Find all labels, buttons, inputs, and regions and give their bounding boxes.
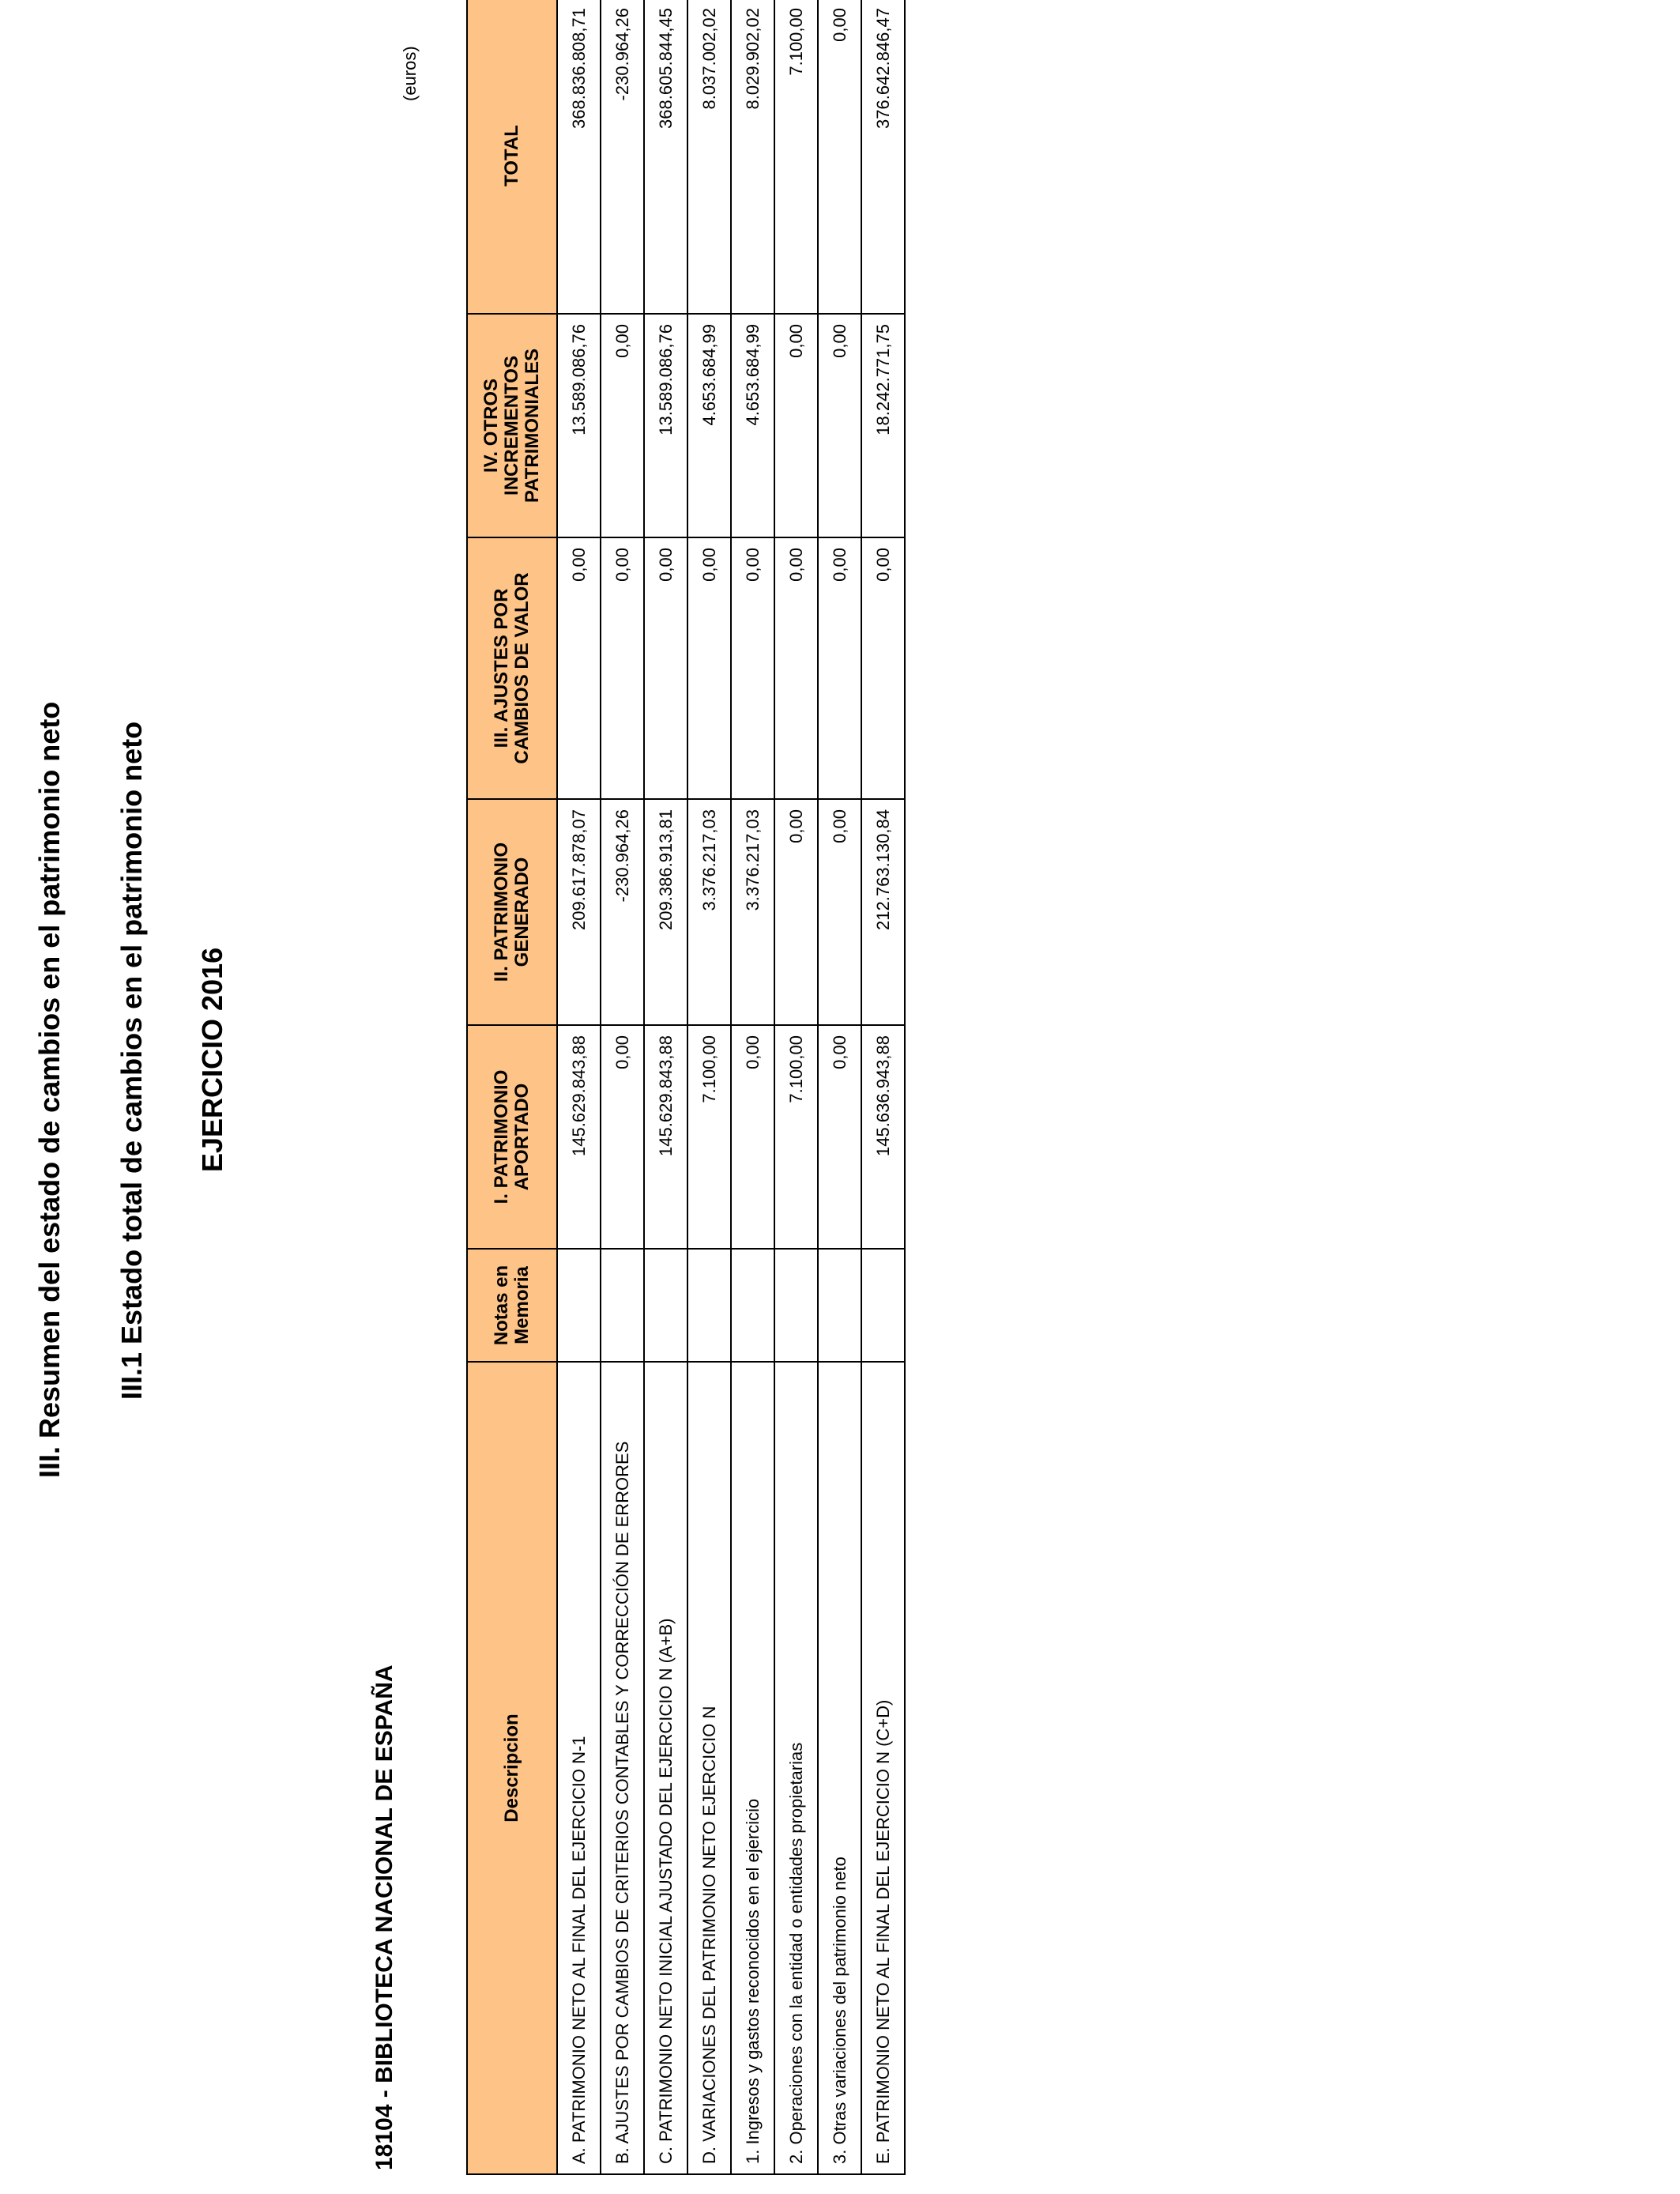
cell-ajustes: 0,00 bbox=[687, 537, 731, 799]
entity-name: 18104 - BIBLIOTECA NACIONAL DE ESPAÑA bbox=[371, 1664, 397, 2170]
cell-total: 0,00 bbox=[818, 0, 861, 314]
cell-ajustes: 0,00 bbox=[861, 537, 905, 799]
section-title: III.1 Estado total de cambios en el patrimonio neto bbox=[115, 721, 148, 1400]
table-row bbox=[644, 0, 687, 2174]
cell-ajustes: 0,00 bbox=[601, 537, 644, 799]
cell-otros: 13.589.086,76 bbox=[644, 314, 687, 537]
cell-generado: 209.617.878,07 bbox=[557, 799, 601, 1025]
cell-descripcion: E. PATRIMONIO NETO AL FINAL DEL EJERCICIO N (C+D) bbox=[861, 1362, 905, 2174]
cell-total: 8.037.002,02 bbox=[687, 0, 731, 314]
cell-generado: 0,00 bbox=[818, 799, 861, 1025]
equity-changes-table bbox=[466, 0, 906, 2175]
cell-notas bbox=[731, 1249, 774, 1362]
table-row bbox=[601, 0, 644, 2174]
cell-descripcion: D. VARIACIONES DEL PATRIMONIO NETO EJERCICIO N bbox=[687, 1362, 731, 2174]
cell-otros: 13.589.086,76 bbox=[557, 314, 601, 537]
cell-notas bbox=[861, 1249, 905, 1362]
cell-generado: 209.386.913,81 bbox=[644, 799, 687, 1025]
cell-aportado: 0,00 bbox=[731, 1025, 774, 1249]
col-header-notas: Notas en Memoria bbox=[467, 1249, 557, 1362]
cell-descripcion: A. PATRIMONIO NETO AL FINAL DEL EJERCICIO N-1 bbox=[557, 1362, 601, 2174]
cell-ajustes: 0,00 bbox=[557, 537, 601, 799]
cell-aportado: 0,00 bbox=[818, 1025, 861, 1249]
cell-total: 376.642.846,47 bbox=[861, 0, 905, 314]
currency-unit-label: (euros) bbox=[400, 46, 420, 101]
cell-notas bbox=[644, 1249, 687, 1362]
table-row bbox=[557, 0, 601, 2174]
col-header-descripcion: Descripcion bbox=[467, 1362, 557, 2174]
cell-otros: 0,00 bbox=[601, 314, 644, 537]
cell-total: 368.605.844,45 bbox=[644, 0, 687, 314]
cell-otros: 4.653.684,99 bbox=[687, 314, 731, 537]
cell-notas bbox=[557, 1249, 601, 1362]
cell-notas bbox=[601, 1249, 644, 1362]
cell-aportado: 145.629.843,88 bbox=[557, 1025, 601, 1249]
cell-aportado: 145.636.943,88 bbox=[861, 1025, 905, 1249]
cell-total: 368.836.808,71 bbox=[557, 0, 601, 314]
cell-total: 8.029.902,02 bbox=[731, 0, 774, 314]
table-row bbox=[818, 0, 861, 2174]
cell-total: 7.100,00 bbox=[774, 0, 818, 314]
cell-aportado: 0,00 bbox=[601, 1025, 644, 1249]
table-body bbox=[557, 0, 905, 2174]
cell-generado: 3.376.217,03 bbox=[731, 799, 774, 1025]
table-row bbox=[861, 0, 905, 2174]
cell-notas bbox=[774, 1249, 818, 1362]
main-title: III. Resumen del estado de cambios en el patrimonio neto bbox=[33, 701, 66, 1478]
table-row bbox=[774, 0, 818, 2174]
col-header-total: TOTAL bbox=[467, 0, 557, 314]
table-row bbox=[731, 0, 774, 2174]
cell-aportado: 7.100,00 bbox=[774, 1025, 818, 1249]
cell-descripcion: 1. Ingresos y gastos reconocidos en el ejercicio bbox=[731, 1362, 774, 2174]
cell-notas bbox=[687, 1249, 731, 1362]
cell-generado: 212.763.130,84 bbox=[861, 799, 905, 1025]
cell-descripcion: 3. Otras variaciones del patrimonio neto bbox=[818, 1362, 861, 2174]
cell-otros: 4.653.684,99 bbox=[731, 314, 774, 537]
cell-total: -230.964,26 bbox=[601, 0, 644, 314]
cell-aportado: 145.629.843,88 bbox=[644, 1025, 687, 1249]
cell-generado: 0,00 bbox=[774, 799, 818, 1025]
fiscal-year-title: EJERCICIO 2016 bbox=[196, 947, 228, 1172]
cell-descripcion: 2. Operaciones con la entidad o entidades propietarias bbox=[774, 1362, 818, 2174]
cell-generado: -230.964,26 bbox=[601, 799, 644, 1025]
table-row bbox=[687, 0, 731, 2174]
col-header-ajustes: III. AJUSTES POR CAMBIOS DE VALOR bbox=[467, 537, 557, 799]
col-header-otros: IV. OTROS INCREMENTOS PATRIMONIALES bbox=[467, 314, 557, 537]
cell-aportado: 7.100,00 bbox=[687, 1025, 731, 1249]
cell-descripcion: C. PATRIMONIO NETO INICIAL AJUSTADO DEL EJERCICIO N (A+B) bbox=[644, 1362, 687, 2174]
table-header-row bbox=[467, 0, 557, 2174]
cell-otros: 0,00 bbox=[774, 314, 818, 537]
col-header-generado: II. PATRIMONIO GENERADO bbox=[467, 799, 557, 1025]
cell-ajustes: 0,00 bbox=[644, 537, 687, 799]
cell-ajustes: 0,00 bbox=[774, 537, 818, 799]
cell-generado: 3.376.217,03 bbox=[687, 799, 731, 1025]
cell-otros: 18.242.771,75 bbox=[861, 314, 905, 537]
col-header-aportado: I. PATRIMONIO APORTADO bbox=[467, 1025, 557, 1249]
cell-descripcion: B. AJUSTES POR CAMBIOS DE CRITERIOS CONTABLES Y CORRECCIÓN DE ERRORES bbox=[601, 1362, 644, 2174]
cell-otros: 0,00 bbox=[818, 314, 861, 537]
cell-ajustes: 0,00 bbox=[731, 537, 774, 799]
cell-ajustes: 0,00 bbox=[818, 537, 861, 799]
cell-notas bbox=[818, 1249, 861, 1362]
